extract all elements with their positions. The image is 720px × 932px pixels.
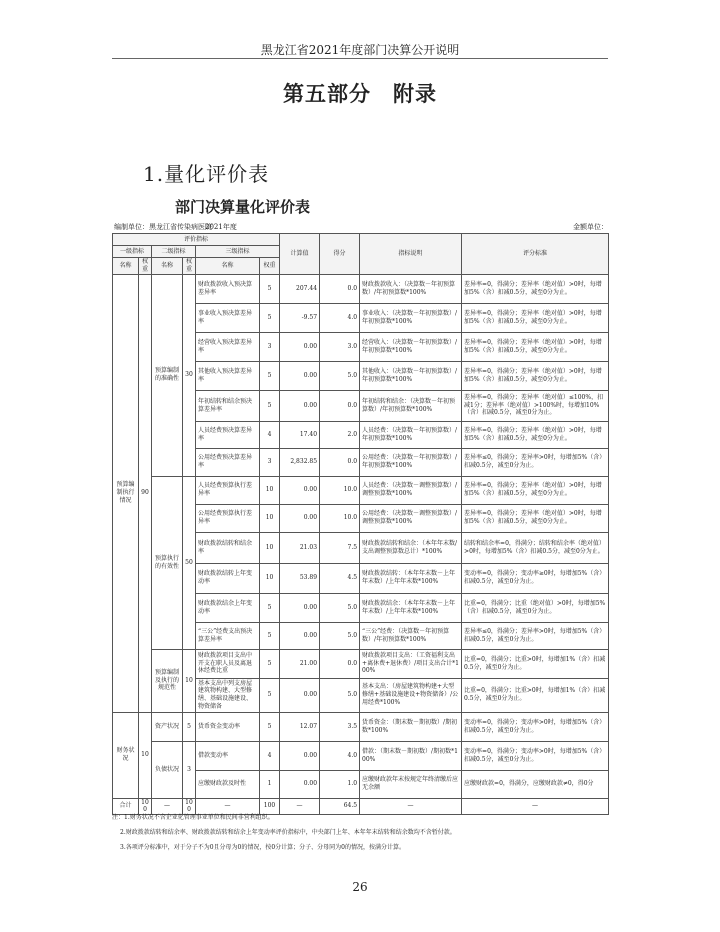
l2-name-header: 名称 bbox=[152, 258, 183, 275]
score-value: 0.0 bbox=[320, 274, 360, 303]
score-value: 5.0 bbox=[320, 622, 360, 649]
score-value: 3.0 bbox=[320, 332, 360, 361]
scoring-std: 差异率=0，得满分；差异率（绝对值）>0时，每增加5%（含）扣减0.5分，减至0分为止。 bbox=[462, 476, 609, 504]
scoring-std: 差异率=0，得满分；差异率（绝对值）≤100%，扣减1分；差异率（绝对值）>100%时，每增加10%（含）扣减0.5分，减至0分为止。 bbox=[462, 390, 609, 421]
l1-name-header: 名称 bbox=[113, 258, 139, 275]
score-value: 5.0 bbox=[320, 678, 360, 712]
l3-name: 货币资金变动率 bbox=[196, 712, 260, 741]
l3-weight-header: 权重 bbox=[260, 258, 280, 275]
table-row bbox=[113, 649, 609, 678]
l2-weight: 10 bbox=[183, 649, 196, 712]
table-row bbox=[113, 476, 609, 504]
l2-name: 资产状况 bbox=[152, 712, 183, 741]
l2-weight: 3 bbox=[183, 741, 196, 798]
footnote-3: 3.各项评分标准中，对于分子不为0且分母为0的情况，按0分计算；分子、分母同为0的情况，按满分计算。 bbox=[120, 844, 405, 851]
page-number: 26 bbox=[352, 880, 368, 894]
calc-value: 0.00 bbox=[280, 741, 320, 770]
score-value: 5.0 bbox=[320, 361, 360, 390]
l3-name: 经营收入预决算差异率 bbox=[196, 332, 260, 361]
scoring-std: 差异率=0，得满分；差异率（绝对值）>0时，每增加5%（含）扣减0.5分，减至0分为止。 bbox=[462, 303, 609, 332]
indicator-desc: 公用经费：（决算数－年初预算数）/年初预算数*100% bbox=[360, 448, 462, 476]
scoring-std: 差异率=0，得满分；差异率（绝对值）>0时，每增加5%（含）扣减0.5分，减至0分为止。 bbox=[462, 274, 609, 303]
total-l3-weight: 100 bbox=[260, 798, 280, 815]
l3-weight: 10 bbox=[260, 476, 280, 504]
table-row bbox=[113, 741, 609, 770]
calc-value: 0.00 bbox=[280, 332, 320, 361]
l3-name: 公用经费预算执行差异率 bbox=[196, 504, 260, 532]
scoring-std: 应缴财政款=0，得满分，应缴财政款≠0，得0分 bbox=[462, 770, 609, 798]
table-title: 部门决算量化评价表 bbox=[175, 198, 311, 216]
scoring-std: 变动率=0，得满分；变动率>0时，每增加5%（含）扣减0.5分，减至0分为止。 bbox=[462, 741, 609, 770]
level2-header: 二级指标 bbox=[152, 246, 196, 258]
l3-name-header: 名称 bbox=[196, 258, 260, 275]
part-title: 第五部分 附录 bbox=[283, 82, 437, 106]
l2-name: 负债状况 bbox=[152, 741, 183, 798]
calc-value: -9.57 bbox=[280, 303, 320, 332]
scoring-std: 差异率=0，得满分；差异率（绝对值）>0时，每增加5%（含）扣减0.5分，减至0分为止。 bbox=[462, 504, 609, 532]
scoring-std: 变动率=0，得满分；变动率≥0时，每增加5%（含）扣减0.5分，减至0分为止。 bbox=[462, 563, 609, 593]
l3-weight: 5 bbox=[260, 593, 280, 622]
indicator-desc: “三公”经费：（决算数－年初预算数）/年初预算数*100% bbox=[360, 622, 462, 649]
l3-name: 财政拨款收入预决算差异率 bbox=[196, 274, 260, 303]
l3-weight: 5 bbox=[260, 649, 280, 678]
scoring-std: 差异率=0，得满分；差异率（绝对值）>0时，每增加5%（含）扣减0.5分，减至0分为止。 bbox=[462, 421, 609, 448]
table-row bbox=[113, 712, 609, 741]
l2-weight: 5 bbox=[183, 712, 196, 741]
currency-unit: 金额单位： bbox=[573, 223, 608, 231]
indicator-desc: 财政拨款收入：（决算数－年初预算数）/年初预算数*100% bbox=[360, 274, 462, 303]
l3-name: 事业收入预决算差异率 bbox=[196, 303, 260, 332]
indicator-desc: 公用经费：（决算数－调整预算数）/调整预算数*100% bbox=[360, 504, 462, 532]
l3-weight: 5 bbox=[260, 303, 280, 332]
calc-value: 21.03 bbox=[280, 532, 320, 563]
l1-weight: 90 bbox=[139, 274, 152, 712]
l3-name: 年初结转和结余预决算差异率 bbox=[196, 390, 260, 421]
indicator-desc: 财政拨款结余：（本年年末数－上年年末数）/上年年末数*100% bbox=[360, 593, 462, 622]
total-dash: — bbox=[152, 798, 183, 815]
level3-header: 三级指标 bbox=[196, 246, 280, 258]
score-header: 得分 bbox=[320, 234, 360, 275]
score-value: 0.0 bbox=[320, 448, 360, 476]
scoring-std: 差异率=0，得满分；差异率（绝对值）>0时，每增加5%（含）扣减0.5分，减至0分为止。 bbox=[462, 332, 609, 361]
l3-name: 财政拨款结余上年变动率 bbox=[196, 593, 260, 622]
l3-name: 其他收入预决算差异率 bbox=[196, 361, 260, 390]
l3-name: 基本支出中列支房屋建筑物构建、大型修缮、基础设施建设、物资储备 bbox=[196, 678, 260, 712]
indicator-group-header: 评价指标 bbox=[113, 234, 280, 246]
l3-name: 应缴财政款及时性 bbox=[196, 770, 260, 798]
l1-weight-header: 权重 bbox=[139, 258, 152, 275]
calc-value: 0.00 bbox=[280, 678, 320, 712]
l3-name: 财政拨款结转上年变动率 bbox=[196, 563, 260, 593]
l3-weight: 4 bbox=[260, 421, 280, 448]
footnote-2: 2.财政拨款结转和结余率、财政拨款结转和结余上年变动率评价指标中，中央部门上年、本年年末结转和结余数均不含暂付款。 bbox=[120, 829, 456, 836]
scoring-std: 比重=0，得满分；比重>0时，每增加1%（含）扣减0.5分，减至0分为止。 bbox=[462, 649, 609, 678]
score-value: 4.0 bbox=[320, 303, 360, 332]
calc-value: 0.00 bbox=[280, 504, 320, 532]
l3-weight: 5 bbox=[260, 678, 280, 712]
indicator-desc: 财政拨款结转：（本年年末数－上年年末数）/上年年末数*100% bbox=[360, 563, 462, 593]
total-l1-weight: 100 bbox=[139, 798, 152, 815]
indicator-desc: 人员经费：（决算数－调整预算数）/调整预算数*100% bbox=[360, 476, 462, 504]
total-dash: — bbox=[360, 798, 462, 815]
score-value: 0.0 bbox=[320, 649, 360, 678]
l3-name: 财政拨款结转和结余率 bbox=[196, 532, 260, 563]
scoring-std: 结转和结余率=0，得满分；结转和结余率（绝对值）>0时，每增加5%（含）扣减0.5分，减至0分为止。 bbox=[462, 532, 609, 563]
l3-weight: 5 bbox=[260, 622, 280, 649]
compiling-unit: 编制单位：黑龙江省传染病医院 bbox=[114, 223, 212, 231]
calc-value: 12.07 bbox=[280, 712, 320, 741]
calc-value: 2,832.85 bbox=[280, 448, 320, 476]
scoring-std: 差异率≤0，得满分；差异率>0时，每增加5%（含）扣减0.5分，减至0分为止。 bbox=[462, 448, 609, 476]
std-header: 评分标准 bbox=[462, 234, 609, 275]
calc-value: 0.00 bbox=[280, 476, 320, 504]
indicator-desc: 事业收入：（决算数－年初预算数）/年初预算数*100% bbox=[360, 303, 462, 332]
indicator-desc: 借款：（期末数－期初数）/期初数*100% bbox=[360, 741, 462, 770]
l3-name: 人员经费预决算差异率 bbox=[196, 421, 260, 448]
l1-weight: 10 bbox=[139, 712, 152, 798]
l3-name: 人员经费预算执行差异率 bbox=[196, 476, 260, 504]
calc-value: 21.00 bbox=[280, 649, 320, 678]
calc-value: 0.00 bbox=[280, 622, 320, 649]
section-title: 1.量化评价表 bbox=[143, 162, 270, 186]
calc-value: 53.89 bbox=[280, 563, 320, 593]
l2-weight-header: 权重 bbox=[183, 258, 196, 275]
table-row bbox=[113, 274, 609, 303]
total-score: 64.5 bbox=[320, 798, 360, 815]
calc-value: 0.00 bbox=[280, 390, 320, 421]
total-label: 合计 bbox=[113, 798, 139, 815]
l2-name: 预算编制的准确性 bbox=[152, 274, 183, 476]
total-dash: — bbox=[280, 798, 320, 815]
l3-weight: 10 bbox=[260, 532, 280, 563]
header-row-1 bbox=[113, 234, 609, 246]
total-dash: — bbox=[462, 798, 609, 815]
l2-weight: 50 bbox=[183, 476, 196, 649]
evaluation-table bbox=[112, 233, 609, 815]
l3-weight: 3 bbox=[260, 448, 280, 476]
l2-name: 预算执行的有效性 bbox=[152, 476, 183, 649]
score-value: 4.5 bbox=[320, 563, 360, 593]
scoring-std: 变动率=0，得满分；变动率>0时，每增加5%（含）扣减0.5分，减至0分为止。 bbox=[462, 712, 609, 741]
l3-weight: 5 bbox=[260, 712, 280, 741]
l1-name: 预算编制执行情况 bbox=[113, 274, 139, 712]
scoring-std: 差异率=0，得满分；差异率（绝对值）>0时，每增加5%（含）扣减0.5分，减至0分为止。 bbox=[462, 361, 609, 390]
calc-value: 0.00 bbox=[280, 361, 320, 390]
l2-weight: 30 bbox=[183, 274, 196, 476]
l3-name: “三公”经费支出预决算差异率 bbox=[196, 622, 260, 649]
score-value: 1.0 bbox=[320, 770, 360, 798]
calc-header: 计算值 bbox=[280, 234, 320, 275]
l3-weight: 5 bbox=[260, 361, 280, 390]
report-year: 2021年度 bbox=[205, 223, 237, 231]
score-value: 3.5 bbox=[320, 712, 360, 741]
scoring-std: 比重=0，得满分；比重（绝对值）>0时，每增加5%（含）扣减0.5分，减至0分为止。 bbox=[462, 593, 609, 622]
indicator-desc: 应缴财政款年末按规定年终清缴后应无余额 bbox=[360, 770, 462, 798]
calc-value: 0.00 bbox=[280, 593, 320, 622]
score-value: 5.0 bbox=[320, 593, 360, 622]
indicator-desc: 货币资金：（期末数－期初数）/期初数*100% bbox=[360, 712, 462, 741]
l3-weight: 5 bbox=[260, 390, 280, 421]
l1-name: 财务状况 bbox=[113, 712, 139, 798]
indicator-desc: 基本支出：（房屋建筑物构建+大型修缮+基础设施建设+物资储备）/公用经费*100% bbox=[360, 678, 462, 712]
indicator-desc: 其他收入：（决算数－年初预算数）/年初预算数*100% bbox=[360, 361, 462, 390]
scoring-std: 比重=0，得满分；比重>0时，每增加1%（含）扣减0.5分，减至0分为止。 bbox=[462, 678, 609, 712]
footnote-1: 注：1.财务状况不含企业化管理事业单位和民间非营利组织。 bbox=[112, 814, 274, 821]
l3-name: 借款变动率 bbox=[196, 741, 260, 770]
indicator-desc: 财政拨款项目支出：（工资福利支出+离休费+退休费）/项目支出合计*100% bbox=[360, 649, 462, 678]
l3-weight: 10 bbox=[260, 504, 280, 532]
score-value: 7.5 bbox=[320, 532, 360, 563]
total-dash: — bbox=[196, 798, 260, 815]
score-value: 0.0 bbox=[320, 390, 360, 421]
l3-weight: 3 bbox=[260, 332, 280, 361]
scoring-std: 差异率≤0，得满分；差异率>0时，每增加5%（含）扣减0.5分，减至0分为止。 bbox=[462, 622, 609, 649]
l2-name: 预算编制及执行的规范性 bbox=[152, 649, 183, 712]
total-l2-weight: 100 bbox=[183, 798, 196, 815]
indicator-desc: 经营收入：（决算数－年初预算数）/年初预算数*100% bbox=[360, 332, 462, 361]
indicator-desc: 年初结转和结余：（决算数－年初预算数）/年初预算数*100% bbox=[360, 390, 462, 421]
score-value: 2.0 bbox=[320, 421, 360, 448]
header-divider bbox=[112, 58, 608, 59]
l3-weight: 4 bbox=[260, 741, 280, 770]
l3-weight: 5 bbox=[260, 274, 280, 303]
score-value: 10.0 bbox=[320, 476, 360, 504]
indicator-desc: 人员经费：（决算数－年初预算数）/年初预算数*100% bbox=[360, 421, 462, 448]
score-value: 4.0 bbox=[320, 741, 360, 770]
calc-value: 0.00 bbox=[280, 770, 320, 798]
page-header: 黑龙江省2021年度部门决算公开说明 bbox=[260, 43, 460, 57]
calc-value: 207.44 bbox=[280, 274, 320, 303]
level1-header: 一级指标 bbox=[113, 246, 152, 258]
score-value: 10.0 bbox=[320, 504, 360, 532]
l3-weight: 10 bbox=[260, 563, 280, 593]
indicator-desc: 财政拨款结转和结余：（本年年末数/支出调整预算数总计）*100% bbox=[360, 532, 462, 563]
calc-value: 17.40 bbox=[280, 421, 320, 448]
desc-header: 指标说明 bbox=[360, 234, 462, 275]
l3-weight: 1 bbox=[260, 770, 280, 798]
l3-name: 财政拨款项目支出中开支在职人员及离退休经费比重 bbox=[196, 649, 260, 678]
l3-name: 公用经费预决算差异率 bbox=[196, 448, 260, 476]
